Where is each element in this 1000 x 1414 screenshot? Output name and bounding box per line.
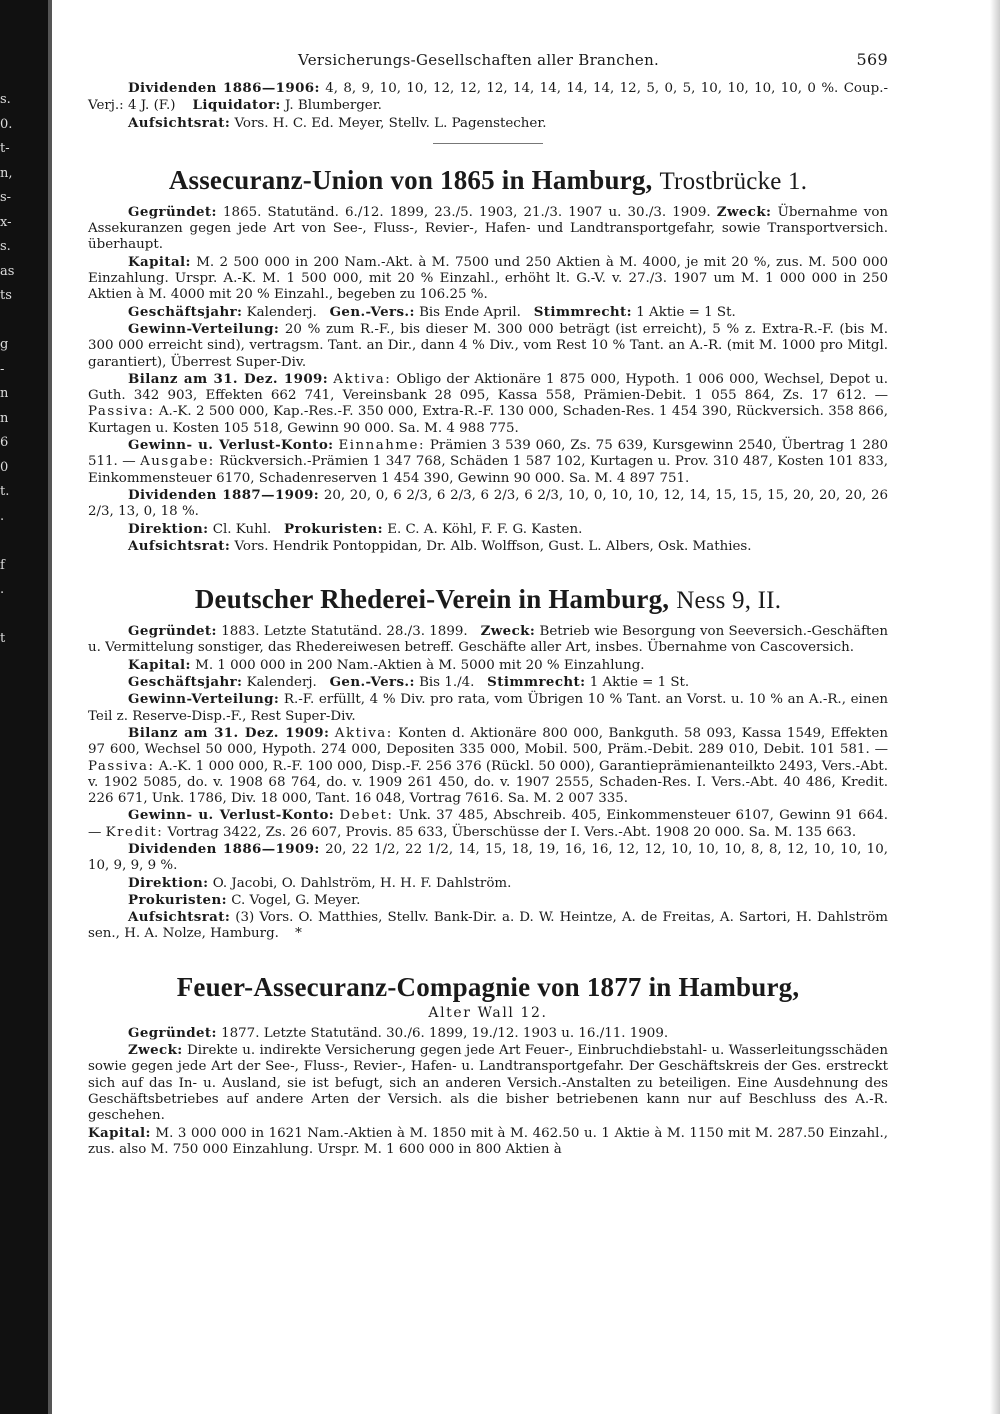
field-value: 4 J. (F.) (127, 98, 176, 114)
margin-fragment: 0 (0, 459, 9, 475)
field-label: Aufsichtsrat: (128, 909, 231, 926)
margin-fragment: t. (0, 484, 10, 499)
field-label: Kapital: (88, 1124, 151, 1141)
field-value: 1 Aktie = 1 St. (589, 675, 690, 691)
field-label: Dividenden 1887—1909: (128, 486, 320, 503)
document-page (88, 46, 888, 1158)
margin-fragment: s. (0, 239, 11, 254)
field-value: 1883. Letzte Statutänd. 28./3. 1899. (221, 624, 468, 640)
field-value: Vors. H. C. Ed. Meyer, Stellv. L. Pagenstecher. (234, 115, 547, 131)
margin-fragment (0, 603, 14, 628)
field-value: 20 % zum R.-F., bis dieser M. 300 000 beträgt (ist erreicht), 5 % z. Extra-R.-F. (bis M. 300 000 erreicht sind), vertragsm. Tant. an Dir., dann 4 % Div., vom Rest 10 % Tant. an A.-R. (mit M. 1000 pro Mitgl. garantiert), Überrest Super-Div. (88, 321, 888, 370)
margin-fragment: n (0, 410, 9, 426)
profit-distribution-paragraph (88, 691, 888, 725)
field-value: Obligo der Aktionäre 1 875 000, Hypoth. 1 006 000, Wechsel, Depot u. Guth. 342 903, Effekten 662 741, Vereinsbank 28 095, Kassa 558, Prämien-Debit. 1 055 864, Zs. 17 612. — (88, 371, 889, 404)
purpose-paragraph (88, 1042, 888, 1124)
field-label: Stimmrecht: (487, 674, 586, 691)
field-value: 1 Aktie = 1 St. (636, 304, 736, 320)
expense-label: Ausgabe: (140, 454, 215, 470)
field-label: Dividenden 1886—1909: (128, 840, 320, 857)
margin-fragment: - (0, 361, 5, 377)
field-value: Unk. 37 485, Abschreib. 405, Einkommensteuer 6107, Gewinn 91 664. — (88, 808, 888, 840)
margin-fragment: ts (0, 288, 12, 303)
board-paragraph (88, 909, 888, 943)
field-value: Vortrag 3422, Zs. 26 607, Provis. 85 633, Überschüsse der I. Vers.-Abt. 1908 20 000. Sa. M. 135 663. (167, 824, 857, 840)
field-label: Geschäftsjahr: (128, 674, 243, 691)
field-value: C. Vogel, G. Meyer. (231, 892, 361, 908)
field-value: Bis Ende April. (419, 304, 521, 320)
margin-fragment: g (0, 337, 9, 352)
margin-fragment: . (0, 582, 5, 597)
scan-gutter (48, 0, 52, 1414)
margin-fragment: 0. (0, 116, 13, 132)
field-value: Bis 1./4. (419, 675, 475, 691)
margin-fragment: s- (0, 190, 12, 205)
field-label: Liquidator: (192, 97, 281, 114)
company-name: Feuer-Assecuranz-Compagnie von 1877 in Hamburg, (176, 971, 800, 1002)
field-value: Vors. Hendrik Pontoppidan, Dr. Alb. Wolffson, Gust. L. Albers, Osk. Mathies. (234, 538, 752, 554)
assets-label: Aktiva: (333, 371, 392, 387)
field-label: Gen.-Vers.: (329, 674, 415, 691)
facing-page-margin (0, 88, 14, 676)
running-head-title: Versicherungs-Gesellschaften aller Branchen. (298, 51, 660, 69)
company-entry-feuer-assecuranz (88, 969, 888, 1158)
field-value: 1865. Statutänd. 6./12. 1899, 23./5. 1903, 21./3. 1907 u. 30./3. 1909. (223, 204, 711, 220)
fiscal-paragraph (88, 674, 888, 691)
field-value: 1877. Letzte Statutänd. 30./6. 1899, 19./12. 1903 u. 16./11. 1909. (221, 1025, 669, 1041)
field-label: Gewinn- u. Verlust-Konto: (128, 807, 335, 824)
profit-distribution-paragraph (88, 321, 888, 371)
field-value: M. 1 000 000 in 200 Nam.-Aktien à M. 5000 mit 20 % Einzahlung. (195, 657, 645, 673)
field-label: Gegründet: (128, 203, 217, 220)
field-label: Direktion: (128, 520, 209, 537)
field-label: Aufsichtsrat: (128, 537, 231, 554)
founded-paragraph (88, 204, 888, 254)
company-entry-rhederei-verein (88, 581, 888, 943)
dividends-paragraph (88, 841, 888, 875)
field-value: (3) Vors. O. Matthies, Stellv. Bank-Dir. a. D. W. Heintze, A. de Freitas, A. Sartori, H. Dahlström sen., H. A. Nolze, Hamburg. (88, 910, 889, 942)
margin-fragment: . (0, 508, 5, 524)
founded-paragraph (88, 1025, 888, 1042)
company-entry-assecuranz-union (88, 162, 888, 555)
margin-fragment: as (0, 263, 14, 279)
field-value: Prämien 3 539 060, Zs. 75 639, Kursgewinn 2540, Übertrag 1 280 511. — (88, 438, 888, 470)
liabilities-label: Passiva: (88, 758, 155, 774)
field-label: Prokuristen: (128, 891, 227, 908)
capital-paragraph (88, 657, 888, 674)
balance-paragraph (88, 725, 888, 807)
field-value: Direkte u. indirekte Versicherung gegen jede Art Feuer-, Einbruchdiebstahl- u. Wasserleitungsschäden sowie gegen jede Art der See-, Fluss-, Revier-, Hafen- u. Landtransportgefahr. Der Geschäftskreis der Ges. erstreckt sich auf das In- u. Ausland, sie ist befugt, sich an anderen Versich.-Anstalten zu beteiligen. Eine Ausdehnung des Geschäftsbetriebes auf andere Arten der Versich. als die bisher betriebenen kann nur auf Beschluss des A.-R. geschehen. (88, 1043, 888, 1124)
field-label: Zweck: (480, 623, 536, 640)
margin-fragment: n (0, 386, 9, 401)
margin-fragment: 6 (0, 435, 9, 450)
company-name: Assecuranz-Union von 1865 in Hamburg, (168, 164, 653, 195)
balance-paragraph (88, 371, 888, 437)
field-value: E. C. A. Köhl, F. F. G. Kasten. (387, 521, 583, 537)
margin-fragment: t- (0, 141, 10, 156)
company-heading (88, 969, 888, 1005)
field-label: Gewinn-Verteilung: (128, 691, 280, 708)
field-label: Aufsichtsrat: (128, 114, 231, 131)
field-value: A.-K. 2 500 000, Kap.-Res.-F. 350 000, Extra-R.-F. 130 000, Schaden-Res. 1 454 390, Rückversich. 358 866, Kurtagen u. Kosten 105 518, Gewinn 90 000. Sa. M. 4 988 775. (88, 404, 888, 436)
capital-paragraph (88, 1125, 888, 1159)
field-value: 4, 8, 9, 10, 10, 12, 12, 12, 14, 14, 14, 14, 12, 5, 0, 5, 10, 10, 10, 10, 0 %. (325, 81, 839, 96)
company-name: Deutscher Rhederei-Verein in Hamburg, (194, 584, 670, 615)
field-value: R.-F. erfüllt, 4 % Div. pro rata, vom Übrigen 10 % Tant. an Vorst. u. 10 % an A.-R., einen Teil z. Reserve-Disp.-F., Rest Super-Div. (88, 692, 888, 724)
field-label: Prokuristen: (284, 520, 383, 537)
profit-loss-paragraph (88, 437, 888, 487)
board-paragraph (88, 538, 888, 555)
assets-label: Aktiva: (334, 725, 393, 741)
field-label: Gen.-Vers.: (329, 303, 415, 320)
field-label: Kapital: (128, 656, 191, 673)
capital-paragraph (88, 254, 888, 304)
field-label: Gegründet: (128, 1024, 217, 1041)
field-label: Stimmrecht: (533, 303, 632, 320)
section-divider (433, 143, 543, 144)
previous-entry-tail (88, 80, 888, 132)
board-line (88, 115, 888, 132)
field-value: Konten d. Aktionäre 800 000, Bankguth. 58 093, Kassa 1549, Effekten 97 600, Wechsel 50 000, Hypoth. 274 000, Depositen 335 000, Mobil. 500, Präm.-Debit. 289 010, Debit. 101 581. — (88, 725, 888, 758)
field-value: Kalenderj. (246, 304, 317, 320)
field-value: O. Jacobi, O. Dahlström, H. H. F. Dahlström. (212, 875, 512, 891)
dividends-paragraph (88, 487, 888, 521)
field-label: Zweck: (716, 203, 772, 220)
field-value: 20, 22 1/2, 22 1/2, 14, 15, 18, 19, 16, 16, 12, 12, 10, 10, 10, 8, 8, 12, 10, 10, 10, 10, 9, 9, 9 %. (88, 841, 888, 874)
field-label: Dividenden 1886—1906: (128, 80, 320, 96)
company-heading (88, 162, 888, 200)
field-label: Gewinn- u. Verlust-Konto: (128, 437, 334, 454)
field-label: Direktion: (128, 874, 209, 891)
fiscal-paragraph (88, 304, 888, 321)
company-address: Alter Wall 12. (428, 1004, 548, 1021)
founded-paragraph (88, 623, 888, 657)
company-heading (88, 581, 888, 619)
profit-loss-paragraph (88, 807, 888, 841)
debit-label: Debet: (339, 808, 394, 824)
running-head (88, 46, 888, 80)
field-value: M. 2 500 000 in 200 Nam.-Akt. à M. 7500 und 250 Aktien à M. 4000, je mit 20 %, zus. M. 500 000 Einzahlung. Urspr. A.-K. M. 1 500 000, mit 20 % Einzahl., erhöht lt. G.-V. v. 27./3. 1907 um M. 1 000 000 in 250 Aktien à M. 4000 mit 20 % Einzahl., begeben zu 106.25 %. (88, 254, 888, 303)
field-label: Kapital: (128, 253, 191, 270)
field-value: 20, 20, 0, 6 2/3, 6 2/3, 6 2/3, 6 2/3, 10, 0, 10, 10, 12, 14, 15, 15, 15, 20, 20, 20, 26 2/3, 13, 0, 18 %. (88, 487, 888, 520)
field-label: Zweck: (128, 1042, 183, 1059)
margin-fragment: s. (0, 92, 11, 107)
margin-fragment (0, 652, 14, 677)
management-paragraph (88, 521, 888, 538)
liabilities-label: Passiva: (88, 404, 155, 420)
scan-edge-right (990, 0, 1000, 1414)
page-number: 569 (856, 50, 888, 69)
field-label: Gegründet: (128, 623, 217, 640)
field-value: Übernahme von Assekuranzen gegen jede Art von See-, Fluss-, Revier-, Hafen- und Landtransportgefahr, sowie Transportversich. überhaupt. (88, 204, 889, 253)
field-label: Bilanz am 31. Dez. 1909: (128, 724, 330, 741)
field-value: Cl. Kuhl. (212, 521, 272, 537)
margin-fragment: f (0, 557, 5, 573)
margin-fragment (0, 309, 14, 334)
dividends-line (88, 80, 888, 115)
company-address: Trostbrücke 1. (659, 167, 808, 195)
field-value: Kalenderj. (246, 675, 317, 691)
margin-fragment: n, (0, 165, 13, 181)
procurists-paragraph (88, 892, 888, 909)
field-value: M. 3 000 000 in 1621 Nam.-Aktien à M. 1850 mit à M. 462.50 u. 1 Aktie à M. 1150 mit M. 287.50 Einzahl., zus. also M. 750 000 Einzahlung. Urspr. M. 1 600 000 in 800 Aktien à (88, 1125, 888, 1157)
field-label: Coup.-Verj.: (88, 81, 888, 114)
field-value: A.-K. 1 000 000, R.-F. 100 000, Disp.-F. 256 376 (Rückl. 50 000), Garantieprämienanteilkto 2493, Vers.-Abt. v. 1902 5085, do. v. 1908 68 764, do. v. 1909 261 450, do. v. 1907 2555, Schaden-Res. I. Vers.-Abt. 40 486, Kredit. 226 671, Unk. 1786, Div. 18 000, Tant. 16 048, Vortrag 7616. Sa. M. 2 007 335. (88, 758, 888, 807)
income-label: Einnahme: (338, 438, 425, 454)
field-label: Bilanz am 31. Dez. 1909: (128, 370, 329, 387)
field-value: J. Blumberger. (285, 98, 382, 114)
management-paragraph (88, 875, 888, 892)
footnote-star: * (295, 926, 302, 942)
field-value: Rückversich.-Prämien 1 347 768, Schäden 1 587 102, Kurtagen u. Prov. 310 487, Kosten 101 833, Einkommensteuer 6170, Schadenreserven 1 454 390, Gewinn 90 000. Sa. M. 4 897 751. (88, 454, 888, 486)
credit-label: Kredit: (105, 824, 164, 840)
field-label: Gewinn-Verteilung: (128, 320, 280, 337)
margin-fragment (0, 529, 14, 554)
company-address: Ness 9, II. (676, 587, 782, 615)
field-label: Geschäftsjahr: (128, 303, 243, 320)
field-value: Betrieb wie Besorgung von Seeversich.-Geschäften u. Vermittelung sonstiger, das Rhedereiwesen betreff. Geschäfte aller Art, insbes. Übernahme von Cascoversich. (88, 624, 888, 656)
margin-fragment: x- (0, 214, 12, 230)
margin-fragment: t (0, 631, 6, 646)
